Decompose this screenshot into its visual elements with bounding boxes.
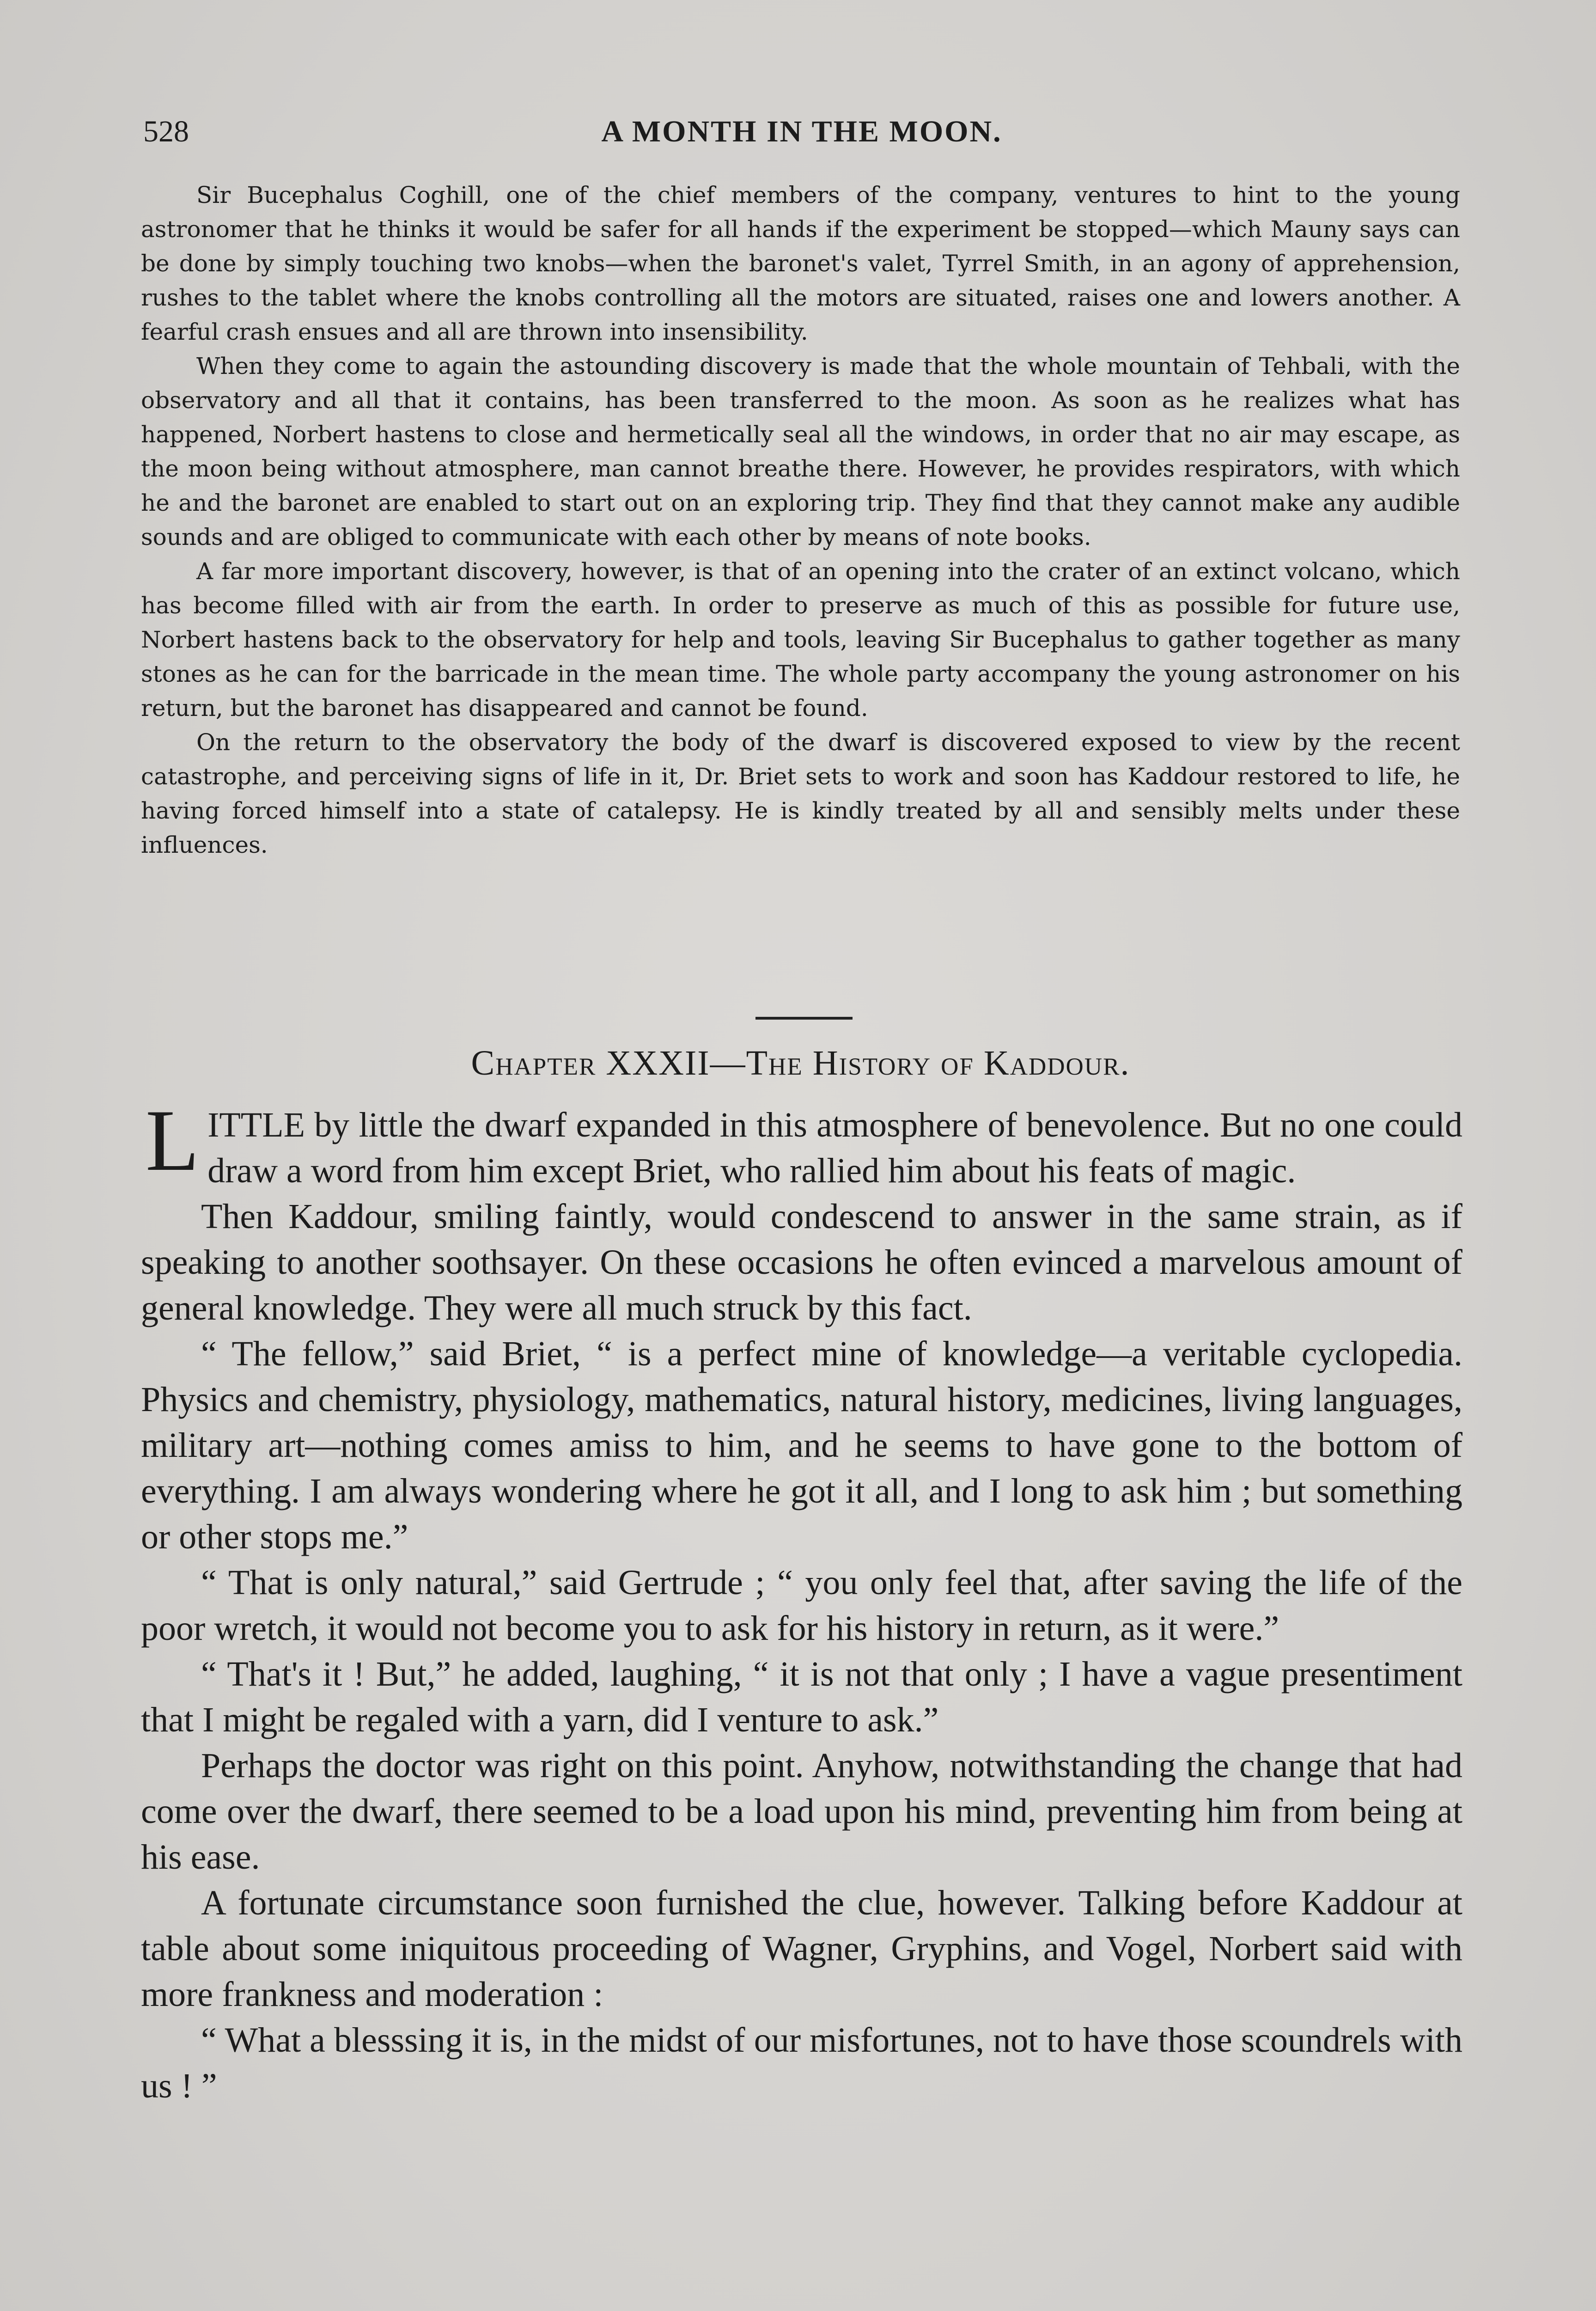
body-paragraph: Perhaps the doctor was right on this point. Anyhow, notwithstanding the change that had come over the dwarf, there seemed to be a load upon his mind, preventing him from being at his ease.: [141, 1746, 1462, 1877]
body-paragraph: Then Kaddour, smiling faintly, would condescend to answer in the same strain, as if speaking to another soothsayer. On these occasions he often evinced a marvelous amount of general knowledge. They were all much struck by this fact.: [141, 1197, 1462, 1327]
body-paragraph: [141, 1092, 1462, 1194]
running-title: A MONTH IN THE MOON.: [601, 115, 1002, 148]
chapter-title: Chapter XXXII—The History of Kaddour.: [471, 1044, 1130, 1082]
drop-cap: L: [146, 1092, 200, 1189]
body-paragraph: A fortunate circumstance soon furnished the clue, however. Talking before Kaddour at table about some iniquitous proceeding of Wagner, Gryphins, and Vogel, Norbert said with more frankness and moderation :: [141, 1883, 1462, 2014]
synopsis-section: [141, 178, 1460, 862]
body-paragraph: “ What a blesssing it is, in the midst of our misfortunes, not to have those scoundrels with us ! ”: [141, 2021, 1462, 2105]
body-paragraph: “ That is only natural,” said Gertrude ; “ you only feel that, after saving the life of the poor wretch, it would not become you to ask for his history in return, as it were.”: [141, 1563, 1462, 1648]
section-separator: [755, 1017, 853, 1020]
synopsis-paragraph: When they come to again the astounding discovery is made that the whole mountain of Tehbali, with the observatory and all that it contains, has been transferred to the moon. As soon as he realizes what has happened, Norbert hastens to close and hermetically seal all the windows, in order that no air may escape, as the moon being without atmosphere, man cannot breathe there. However, he provides respirators, with which he and the baronet are enabled to start out on an exploring trip. They find that they cannot make any audible sounds and are obliged to communicate with each other by means of note books.: [141, 353, 1460, 550]
synopsis-paragraph: On the return to the observatory the body of the dwarf is discovered exposed to view by the recent catastrophe, and perceiving signs of life in it, Dr. Briet sets to work and soon has Kaddour restored to life, he having forced himself into a state of catalepsy. He is kindly treated by all and sensibly melts under these influences.: [141, 729, 1460, 858]
chapter-body: [141, 1092, 1462, 2109]
synopsis-paragraph: Sir Bucephalus Coghill, one of the chief members of the company, ventures to hint to the young astronomer that he thinks it would be safer for all hands if the experiment be stopped—which Mauny says can be done by simply touching two knobs—when the baronet's valet, Tyrrel Smith, in an agony of apprehension, rushes to the tablet where the knobs controlling all the motors are situated, raises one and lowers another. A fearful crash ensues and all are thrown into insensibility.: [141, 182, 1460, 345]
body-paragraph: “ That's it ! But,” he added, laughing, “ it is not that only ; I have a vague presentiment that I might be regaled with a yarn, did I venture to ask.”: [141, 1655, 1462, 1739]
first-paragraph-text: ITTLE by little the dwarf expanded in this atmosphere of benevolence. But no one could draw a word from him except Briet, who rallied him about his feats of magic.: [207, 1106, 1462, 1190]
page-number: 528: [143, 115, 189, 148]
page-header: [143, 106, 1460, 157]
body-paragraph: “ The fellow,” said Briet, “ is a perfect mine of knowledge—a veritable cyclopedia. Physics and chemistry, physiology, mathematics, natural history, medicines, living languages, military art—nothing comes amiss to him, and he seems to have gone to the bottom of everything. I am always wondering where he got it all, and I long to ask him ; but something or other stops me.”: [141, 1334, 1462, 1556]
synopsis-paragraph: A far more important discovery, however, is that of an opening into the crater of an extinct volcano, which has become filled with air from the earth. In order to preserve as much of this as possible for future use, Norbert hastens back to the observatory for help and tools, leaving Sir Bucephalus to gather together as many stones as he can for the barricade in the mean time. The whole party accompany the young astronomer on his return, but the baronet has disappeared and cannot be found.: [141, 558, 1460, 721]
